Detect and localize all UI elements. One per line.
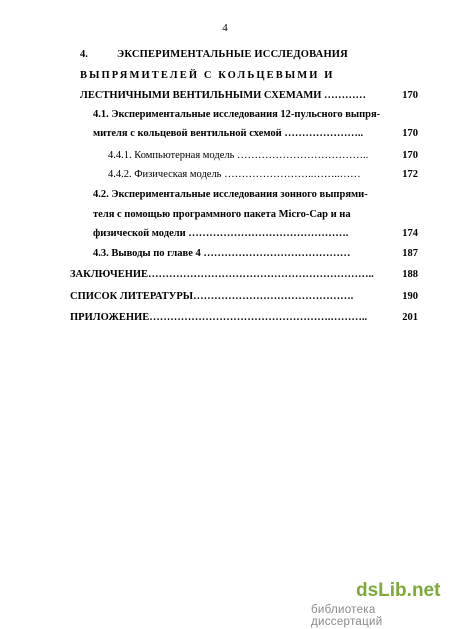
toc-appendix: ПРИЛОЖЕНИЕ…………………………………………….………..	[70, 312, 368, 323]
toc-4-4-2-page: 172	[402, 169, 418, 180]
toc-4-1-line2: мителя с кольцевой вентильной схемой …………………..	[93, 128, 364, 139]
toc-4-4-1-page: 170	[402, 150, 418, 161]
toc-4-2-line1: 4.2. Экспериментальные исследования зонного выпрями-	[93, 189, 368, 200]
section-4-title-line3: ЛЕСТНИЧНЫМИ ВЕНТИЛЬНЫМИ СХЕМАМИ …………	[80, 90, 367, 101]
toc-conclusion-page: 188	[402, 269, 418, 280]
watermark-subtitle: библиотека диссертаций	[311, 604, 383, 628]
toc-appendix-page: 201	[402, 312, 418, 323]
toc-4-2-line3: физической модели ……………………………………….	[93, 228, 349, 239]
toc-4-2-page: 174	[402, 228, 418, 239]
toc-4-3-page: 187	[402, 248, 418, 259]
watermark-logo: dsLib.net	[356, 580, 441, 601]
section-4-number: 4.	[80, 49, 88, 60]
section-4-title-line2: ВЫПРЯМИТЕЛЕЙ С КОЛЬЦЕВЫМИ И	[80, 70, 335, 81]
toc-4-4-1: 4.4.1. Компьютерная модель ………………………………..	[108, 150, 369, 161]
toc-4-3: 4.3. Выводы по главе 4 ……………………………………	[93, 248, 351, 259]
section-4-page: 170	[402, 90, 418, 101]
toc-conclusion: ЗАКЛЮЧЕНИЕ………………………………………………………..	[70, 269, 374, 280]
toc-references-page: 190	[402, 291, 418, 302]
toc-4-1-page: 170	[402, 128, 418, 139]
section-4-title-line1: ЭКСПЕРИМЕНТАЛЬНЫЕ ИССЛЕДОВАНИЯ	[117, 49, 348, 60]
toc-4-2-line2: теля с помощью программного пакета Micro-Cap и на	[93, 209, 351, 220]
toc-4-4-2: 4.4.2. Физическая модель ……………………..……..……	[108, 169, 361, 180]
toc-4-1-line1: 4.1. Экспериментальные исследования 12-пульсного выпря-	[93, 109, 381, 120]
toc-references: СПИСОК ЛИТЕРАТУРЫ……………………………………….	[70, 291, 354, 302]
page-number: 4	[222, 22, 228, 34]
